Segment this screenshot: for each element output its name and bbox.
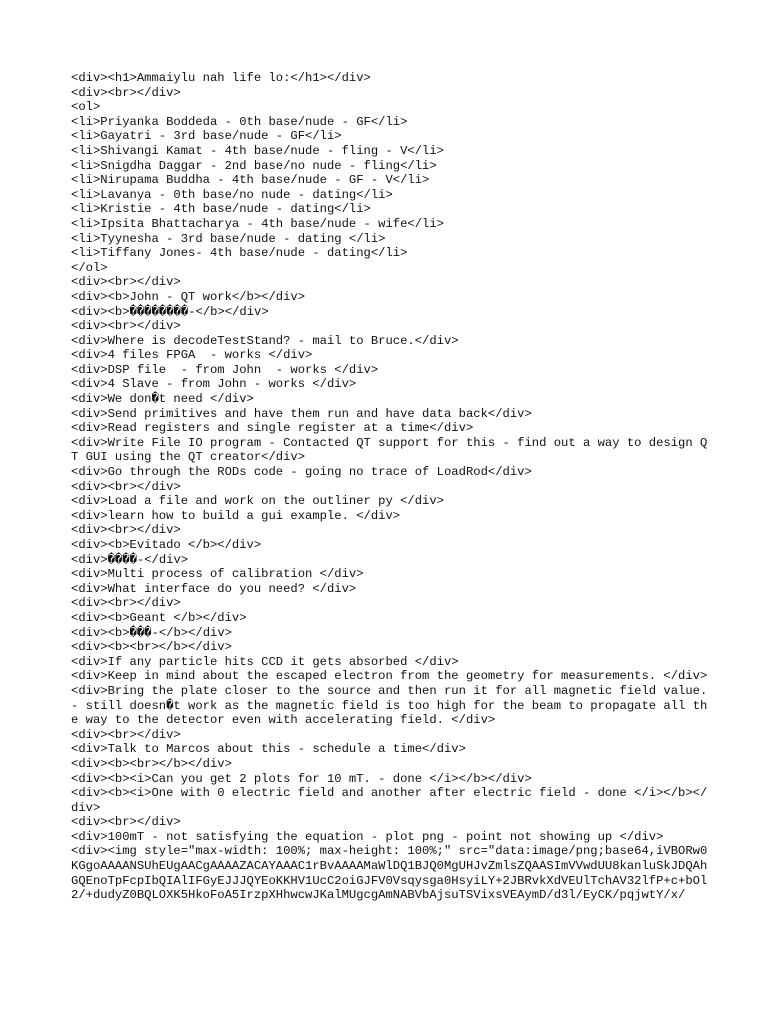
text-line: <div>100mT - not satisfying the equation - plot png - point not showing up </div>	[71, 829, 664, 844]
text-line: <li>Shivangi Kamat - 4th base/nude - fling - V</li>	[71, 143, 444, 158]
text-line: <div>����-</div>	[71, 552, 189, 567]
text-line: <div><br></div>	[71, 275, 181, 290]
text-line: <li>Gayatri - 3rd base/nude - GF</li>	[71, 129, 342, 144]
text-line: <div>DSP file - from John - works </div>	[71, 362, 379, 377]
text-line: <div><br></div>	[71, 85, 181, 100]
text-line: <li>Priyanka Boddeda - 0th base/nude - GF</li>	[71, 114, 408, 129]
text-line: <div><b>Evitado </b></div>	[71, 538, 262, 552]
text-line: <div>Load a file and work on the outliner py </div>	[71, 494, 444, 509]
document-body	[71, 71, 715, 903]
text-line: </ol>	[71, 260, 108, 275]
text-line: <div>What interface do you need? </div>	[71, 581, 357, 596]
text-line: <div><b><br></b></div>	[71, 756, 232, 771]
text-line: <div>Talk to Marcos about this - schedule a time</div>	[71, 742, 466, 757]
text-line: <div>Keep in mind about the escaped electron from the geometry for measurements. </div>	[71, 669, 708, 684]
text-line: <div>4 files FPGA - works </div>	[71, 348, 313, 363]
text-line: <div>Write File IO program - Contacted QT support for this - find out a way to design QT GUI using the QT creator</div>	[71, 435, 708, 465]
text-line: <li>Nirupama Buddha - 4th base/nude - GF - V</li>	[71, 173, 430, 188]
text-line: <li>Lavanya - 0th base/no nude - dating</li>	[71, 187, 393, 202]
text-line: <li>Snigdha Daggar - 2nd base/no nude - fling</li>	[71, 158, 437, 173]
text-line: <div>learn how to build a gui example. </div>	[71, 508, 401, 523]
text-line: <div><b>���-</b></div>	[71, 625, 232, 640]
text-line: <div>Multi process of calibration </div>	[71, 567, 364, 582]
text-line: <div><b><br></b></div>	[71, 640, 232, 655]
text-line: <div>Where is decodeTestStand? - mail to Bruce.</div>	[71, 333, 459, 348]
text-line: <div><br></div>	[71, 815, 181, 830]
text-line: <div><br></div>	[71, 523, 181, 538]
text-line: <div><b>Geant </b></div>	[71, 610, 247, 625]
text-line: <li>Ipsita Bhattacharya - 4th base/nude - wife</li>	[71, 216, 444, 231]
text-line: <div><b>John - QT work</b></div>	[71, 289, 306, 304]
text-line: <div><b><i>Can you get 2 plots for 10 mT. - done </i></b></div>	[71, 771, 532, 786]
text-line: <div>Go through the RODs code - going no trace of LoadRod</div>	[71, 465, 532, 480]
text-line: <div>We don�t need </div>	[71, 392, 254, 407]
text-line: <div><br></div>	[71, 727, 181, 742]
text-line: <div>Bring the plate closer to the source and then run it for all magnetic field value. - still doesn�t work as the magnetic field is too high for the beam to propagate all the way to the detector even with accelerating field. </div>	[71, 683, 715, 728]
text-line: <div><b>��������-</b></div>	[71, 304, 269, 319]
text-line: <div><br></div>	[71, 479, 181, 494]
text-line: <div><b><i>One with 0 electric field and another after electric field - done </i></b></div>	[71, 786, 708, 815]
text-line: <div><img style="max-width: 100%; max-height: 100%;" src="data:image/png;base64,iVBORw0KGgoAAAANSUhEUgAACgAAAAZACAYAAAC1rBvAAAAMaWlDQ1BJQ0MgUHJvZmlsZQAASImVVwdUU8kanluSkJDQAhGQEnoTpFcpIbQIAlIFGyEJJJQYEoKKHV1UcC2oiGJFV0Vsqysga0HsyiLY+2JBRvkXdVEUlTchAV32lfP+c+bOl2/+dudyZ0BQLOXK5HkoFoA5IrzpXHhwcwJKalMUgcgAmNABVbAjsuTSVixsVEAymD/d3l/EyCK/pqjwtY/x/	[71, 844, 708, 903]
text-line: <div>Read registers and single register at a time</div>	[71, 421, 474, 436]
text-line: <div><h1>Ammaiylu nah life lo:</h1></div>	[71, 71, 371, 85]
text-line: <li>Tiffany Jones- 4th base/nude - dating</li>	[71, 246, 408, 261]
text-line: <div>4 Slave - from John - works </div>	[71, 377, 357, 392]
text-line: <li>Tyynesha - 3rd base/nude - dating </li>	[71, 231, 386, 246]
text-line: <div>Send primitives and have them run and have data back</div>	[71, 406, 532, 421]
text-line: <div>If any particle hits CCD it gets absorbed </div>	[71, 654, 459, 669]
text-line: <div><br></div>	[71, 319, 181, 334]
text-line: <div><br></div>	[71, 596, 181, 611]
text-line: <li>Kristie - 4th base/nude - dating</li>	[71, 202, 371, 217]
text-line: <ol>	[71, 100, 101, 115]
